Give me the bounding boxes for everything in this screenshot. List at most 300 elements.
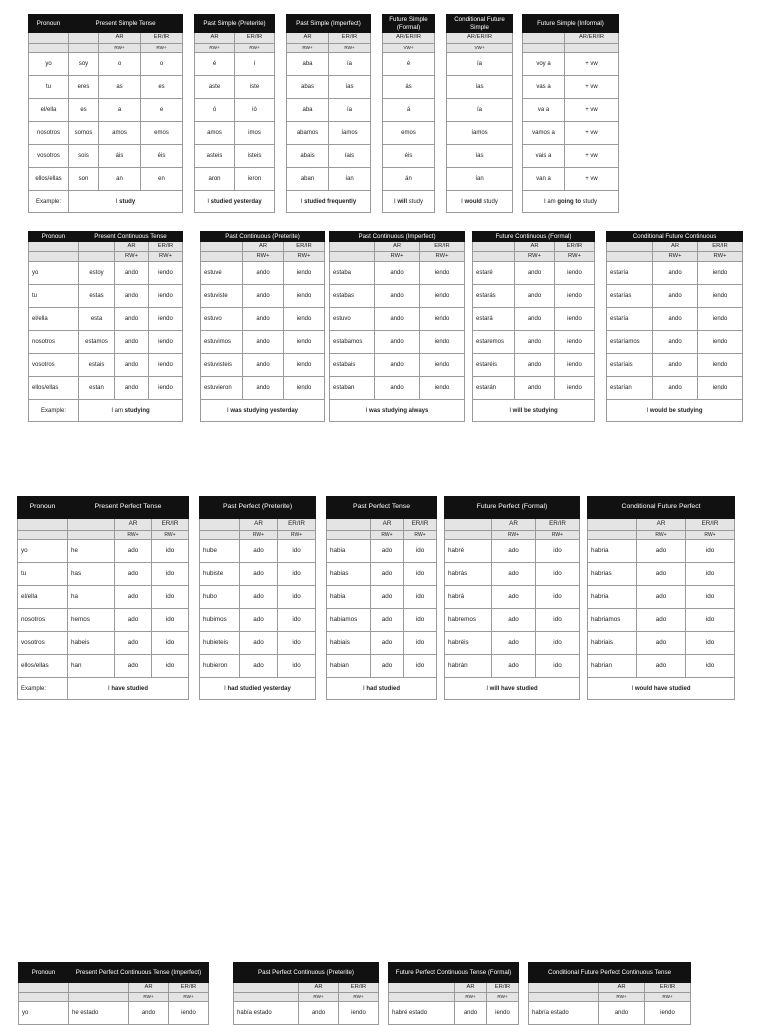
example-sentence: I had studied [327, 678, 437, 700]
pronoun-cell: yo [18, 540, 68, 563]
ar-ending: aban [287, 168, 329, 191]
ar-ending: ando [515, 331, 555, 354]
ar-header: AR [375, 242, 420, 252]
verb-cell: habrás [445, 563, 492, 586]
ar-ending: aron [195, 168, 235, 191]
pronoun-cell: tu [18, 563, 68, 586]
tense-title: Past Perfect Tense [327, 497, 437, 519]
rw-header: RW+ [129, 993, 169, 1002]
rw-header: RW+ [487, 993, 519, 1002]
rw-header: RW+ [287, 44, 329, 53]
verb-cell: estas [79, 285, 115, 308]
pronoun-header: Pronoun [19, 963, 69, 983]
erir-ending: ido [278, 563, 316, 586]
verb-cell: estuvimos [201, 331, 243, 354]
erir-ending: ido [404, 540, 437, 563]
ar-ending: ando [129, 1002, 169, 1025]
rw-header: RW+ [278, 531, 316, 540]
rw-header: RW+ [536, 531, 580, 540]
present-perfect-table [17, 496, 189, 700]
erir-ending: iendo [284, 285, 325, 308]
verb-cell: habré [445, 540, 492, 563]
verb-cell: habria [588, 540, 637, 563]
rw-header: RW+ [235, 44, 275, 53]
ar-ending: áis [99, 145, 141, 168]
rw-header: RW+ [149, 252, 183, 262]
erir-ending: iendo [487, 1002, 519, 1025]
erir-ending: ido [404, 655, 437, 678]
ar-ending: ado [637, 609, 686, 632]
erir-ending: ido [278, 586, 316, 609]
ar-ending: ando [599, 1002, 645, 1025]
erir-ending: imos [235, 122, 275, 145]
erir-ending: ido [536, 563, 580, 586]
ar-ending: o [99, 53, 141, 76]
verb-cell: eres [69, 76, 99, 99]
example-label: Example: [18, 678, 68, 700]
erir-ending: ido [686, 632, 735, 655]
erir-ending: ido [278, 540, 316, 563]
verb-cell: hubieron [200, 655, 240, 678]
verb-cell: es [69, 99, 99, 122]
ar-header: AR [115, 519, 152, 531]
rw-header: RW+ [492, 531, 536, 540]
verb-cell: habiamos [327, 609, 371, 632]
verb-cell: habian [327, 655, 371, 678]
erir-ending: éis [141, 145, 183, 168]
ar-ending: ado [115, 632, 152, 655]
ar-header: AR [492, 519, 536, 531]
ending-cell: ía [447, 99, 513, 122]
erir-ending: iendo [420, 331, 465, 354]
erir-ending: ió [235, 99, 275, 122]
erir-ending: í [235, 53, 275, 76]
ar-ending: ado [637, 540, 686, 563]
ar-ending: amos [195, 122, 235, 145]
future-perfect-table [444, 496, 580, 700]
erir-header: ER/IR [149, 242, 183, 252]
ending-cell: é [383, 53, 435, 76]
erir-ending: iendo [698, 354, 743, 377]
present-perfect-continuous-table [18, 962, 209, 1025]
ar-ending: a [99, 99, 141, 122]
ending-cell: ías [447, 76, 513, 99]
example-sentence: I would be studying [607, 400, 743, 422]
tense-title: Present Perfect Tense [68, 497, 189, 519]
ar-ending: ado [492, 632, 536, 655]
example-sentence: I am studying [79, 400, 183, 422]
ending-cell: á [383, 99, 435, 122]
ar-ending: aste [195, 76, 235, 99]
erir-ending: iendo [555, 377, 595, 400]
verb-cell: habré estado [389, 1002, 455, 1025]
erir-ending: iendo [149, 262, 183, 285]
erir-ending: emos [141, 122, 183, 145]
verb-cell: hubimos [200, 609, 240, 632]
ending-cell: ía [447, 53, 513, 76]
ar-ending: ado [371, 586, 404, 609]
tense-title: Future Simple (Formal) [383, 15, 435, 33]
ar-ending: ando [653, 308, 698, 331]
pronoun-cell: ellos/ellas [29, 377, 79, 400]
present-simple-table [28, 14, 183, 213]
tense-title: Future Continuous (Formal) [473, 232, 595, 242]
verb-cell: habrán [445, 655, 492, 678]
erir-ending: iendo [284, 262, 325, 285]
ar-ending: ando [375, 331, 420, 354]
erir-ending: iendo [698, 308, 743, 331]
rw-header: RW+ [141, 44, 183, 53]
ending-cell: ías [447, 145, 513, 168]
ending-cell: + vw [565, 53, 619, 76]
ar-ending: ando [115, 285, 149, 308]
tense-title: Past Continuous (Imperfect) [330, 232, 465, 242]
past-continuous-imperfect-table [329, 231, 465, 422]
rw-header: RW+ [284, 252, 325, 262]
erir-ending: íamos [329, 122, 371, 145]
ar-header: AR [99, 33, 141, 44]
verb-cell: habrian [588, 655, 637, 678]
verb-cell: hubiste [200, 563, 240, 586]
verb-cell: he [68, 540, 115, 563]
ar-ending: aba [287, 99, 329, 122]
erir-ending: ido [152, 563, 189, 586]
erir-header: ER/IR [329, 33, 371, 44]
ar-ending: ando [515, 354, 555, 377]
rw-header: RW+ [653, 252, 698, 262]
past-continuous-preterite-table [200, 231, 325, 422]
ar-ending: ado [240, 632, 278, 655]
past-perfect-table [326, 496, 437, 700]
erir-ending: iendo [698, 285, 743, 308]
conditional-continuous-table [606, 231, 743, 422]
erir-ending: iendo [698, 331, 743, 354]
verb-cell: estuve [201, 262, 243, 285]
rw-header: RW+ [115, 252, 149, 262]
rw-header: RW+ [455, 993, 487, 1002]
tense-title: Past Simple (Imperfect) [287, 15, 371, 33]
erir-ending: iendo [149, 354, 183, 377]
rw-header: RW+ [555, 252, 595, 262]
pronoun-header: Pronoun [18, 497, 68, 519]
ar-ending: ando [375, 354, 420, 377]
erir-ending: ido [536, 632, 580, 655]
verb-cell: estarás [473, 285, 515, 308]
erir-ending: ía [329, 53, 371, 76]
erir-ending: iendo [284, 377, 325, 400]
ar-ending: é [195, 53, 235, 76]
verb-cell: estuviste [201, 285, 243, 308]
tense-title: Present Simple Tense [69, 15, 183, 33]
erir-header: ER/IR [698, 242, 743, 252]
rw-header: RW+ [115, 531, 152, 540]
erir-ending: iendo [555, 262, 595, 285]
verb-cell: habrias [588, 563, 637, 586]
verb-cell: estaréis [473, 354, 515, 377]
pronoun-header: Pronoun [29, 232, 79, 242]
rw-header: RW+ [240, 531, 278, 540]
ar-ending: ando [299, 1002, 339, 1025]
verb-cell: voy a [523, 53, 565, 76]
ar-ending: ando [375, 377, 420, 400]
erir-ending: iendo [420, 308, 465, 331]
future-continuous-table [472, 231, 595, 422]
tense-title: Future Perfect (Formal) [445, 497, 580, 519]
erir-ending: iendo [420, 262, 465, 285]
erir-header: ER/IR [420, 242, 465, 252]
rw-header: RW+ [686, 531, 735, 540]
verb-cell: estabas [330, 285, 375, 308]
erir-ending: iendo [339, 1002, 379, 1025]
ar-ending: ando [243, 354, 284, 377]
ar-header: AR [287, 33, 329, 44]
erir-header: ER/IR [284, 242, 325, 252]
example-sentence: I was studying yesterday [201, 400, 325, 422]
verb-cell: estarán [473, 377, 515, 400]
ending-cell: íamos [447, 122, 513, 145]
erir-header: ER/IR [404, 519, 437, 531]
erir-ending: ido [686, 563, 735, 586]
verb-cell: estaríais [607, 354, 653, 377]
verb-cell: son [69, 168, 99, 191]
ar-ending: ado [240, 540, 278, 563]
erir-ending: ido [152, 586, 189, 609]
ar-ending: ado [492, 540, 536, 563]
verb-cell: van a [523, 168, 565, 191]
erir-ending: ido [278, 632, 316, 655]
example-sentence: I will have studied [445, 678, 580, 700]
past-simple-imperfect-table [286, 14, 371, 213]
arerir-header: AR/ER/IR [447, 33, 513, 44]
ar-ending: ando [515, 262, 555, 285]
pronoun-cell: vosotros [29, 354, 79, 377]
verb-cell: estuvo [330, 308, 375, 331]
ar-ending: abais [287, 145, 329, 168]
erir-ending: ido [536, 655, 580, 678]
verb-cell: habriais [588, 632, 637, 655]
ar-ending: ando [243, 308, 284, 331]
erir-ending: iendo [149, 285, 183, 308]
tense-title: Conditional Future Continuous [607, 232, 743, 242]
ar-ending: ado [492, 609, 536, 632]
ending-cell: + vw [565, 145, 619, 168]
verb-cell: estuvieron [201, 377, 243, 400]
verb-cell: sois [69, 145, 99, 168]
ending-cell: + vw [565, 122, 619, 145]
tense-title: Present Perfect Continuous Tense (Imperfect) [69, 963, 209, 983]
example-sentence: I will be studying [473, 400, 595, 422]
ar-header: AR [299, 983, 339, 993]
ar-ending: ando [653, 285, 698, 308]
past-perfect-continuous-table [233, 962, 379, 1025]
ar-ending: ando [653, 354, 698, 377]
erir-ending: ieron [235, 168, 275, 191]
verb-cell: estaría [607, 262, 653, 285]
erir-ending: ido [536, 540, 580, 563]
erir-ending: iendo [420, 285, 465, 308]
rw-header: RW+ [375, 252, 420, 262]
pronoun-cell: nosotros [18, 609, 68, 632]
ending-cell: ían [447, 168, 513, 191]
erir-header: ER/IR [645, 983, 691, 993]
verb-cell: estuvisteis [201, 354, 243, 377]
ar-ending: ado [371, 609, 404, 632]
erir-ending: ido [404, 632, 437, 655]
example-sentence: I would study [447, 191, 513, 213]
example-label: Example: [29, 191, 69, 213]
erir-ending: ido [152, 632, 189, 655]
ar-header: AR [240, 519, 278, 531]
rw-header: RW+ [637, 531, 686, 540]
ar-ending: ando [653, 331, 698, 354]
tense-title: Past Continuous (Preterite) [201, 232, 325, 242]
ar-ending: ado [371, 655, 404, 678]
erir-ending: es [141, 76, 183, 99]
example-sentence: I studied frequently [287, 191, 371, 213]
verb-cell: he estado [69, 1002, 129, 1025]
ending-cell: án [383, 168, 435, 191]
rw-header: RW+ [329, 44, 371, 53]
conditional-simple-table [446, 14, 513, 213]
erir-ending: ía [329, 99, 371, 122]
ar-ending: ado [240, 609, 278, 632]
erir-ending: iendo [149, 377, 183, 400]
erir-header: ER/IR [555, 242, 595, 252]
erir-ending: e [141, 99, 183, 122]
verb-cell: estarían [607, 377, 653, 400]
erir-ending: iendo [698, 377, 743, 400]
ar-ending: ando [115, 308, 149, 331]
verb-cell: hubieteis [200, 632, 240, 655]
ar-ending: ado [115, 540, 152, 563]
erir-header: ER/IR [536, 519, 580, 531]
erir-ending: iendo [420, 377, 465, 400]
tense-title: Past Perfect Continuous (Preterite) [234, 963, 379, 983]
pronoun-cell: el/ella [18, 586, 68, 609]
pronoun-header: Pronoun [29, 15, 69, 33]
verb-cell: estan [79, 377, 115, 400]
erir-ending: iendo [645, 1002, 691, 1025]
past-perfect-preterite-table [199, 496, 316, 700]
erir-ending: iendo [555, 331, 595, 354]
verb-cell: estamos [79, 331, 115, 354]
vw-header: VW+ [383, 44, 435, 53]
ar-ending: ado [492, 563, 536, 586]
verb-cell: esta [79, 308, 115, 331]
verb-cell: habría estado [529, 1002, 599, 1025]
future-perfect-continuous-table [388, 962, 519, 1025]
erir-ending: ido [278, 609, 316, 632]
ar-ending: ado [371, 540, 404, 563]
ar-ending: ando [653, 262, 698, 285]
erir-ending: isteis [235, 145, 275, 168]
verb-cell: habiais [327, 632, 371, 655]
rw-header: RW+ [169, 993, 209, 1002]
example-sentence: I will study [383, 191, 435, 213]
ending-cell: + vw [565, 99, 619, 122]
ar-header: AR [129, 983, 169, 993]
ar-ending: ando [515, 285, 555, 308]
verb-cell: había estado [234, 1002, 299, 1025]
pronoun-cell: nosotros [29, 331, 79, 354]
ar-ending: abas [287, 76, 329, 99]
ar-ending: ado [115, 609, 152, 632]
erir-ending: ido [686, 609, 735, 632]
verb-cell: has [68, 563, 115, 586]
ar-ending: ando [115, 262, 149, 285]
ar-ending: ado [240, 586, 278, 609]
erir-ending: iendo [149, 308, 183, 331]
verb-cell: habia [327, 540, 371, 563]
erir-ending: iendo [555, 285, 595, 308]
ar-ending: ado [115, 655, 152, 678]
tense-title: Conditional Future Perfect [588, 497, 735, 519]
erir-header: ER/IR [235, 33, 275, 44]
ar-header: AR [371, 519, 404, 531]
tense-title: Conditional Future Simple [447, 15, 513, 33]
vw-header: VW+ [447, 44, 513, 53]
ar-ending: ado [637, 563, 686, 586]
ar-header: AR [653, 242, 698, 252]
ar-ending: ado [240, 655, 278, 678]
rw-header: RW+ [299, 993, 339, 1002]
erir-ending: en [141, 168, 183, 191]
pronoun-cell: ellos/ellas [29, 168, 69, 191]
example-sentence: I am going to study [523, 191, 619, 213]
erir-ending: iendo [555, 354, 595, 377]
ar-ending: ado [637, 632, 686, 655]
pronoun-cell: nosotros [29, 122, 69, 145]
arerir-header: AR/ER/IR [565, 33, 619, 44]
tense-title: Future Perfect Continuous Tense (Formal) [389, 963, 519, 983]
verb-cell: estaría [607, 308, 653, 331]
ar-ending: an [99, 168, 141, 191]
pronoun-cell: ellos/ellas [18, 655, 68, 678]
rw-header: RW+ [99, 44, 141, 53]
rw-header: RW+ [195, 44, 235, 53]
ar-ending: ado [371, 563, 404, 586]
verb-cell: vais a [523, 145, 565, 168]
verb-cell: han [68, 655, 115, 678]
pronoun-cell: tu [29, 285, 79, 308]
erir-ending: ido [152, 655, 189, 678]
ending-cell: + vw [565, 76, 619, 99]
ar-ending: ando [243, 262, 284, 285]
ar-ending: ando [243, 285, 284, 308]
verb-cell: estaré [473, 262, 515, 285]
erir-ending: iendo [284, 331, 325, 354]
ar-ending: ado [492, 586, 536, 609]
ar-header: AR [243, 242, 284, 252]
conditional-perfect-continuous-table [528, 962, 691, 1025]
erir-ending: ido [404, 563, 437, 586]
ar-ending: ando [515, 308, 555, 331]
ar-ending: asteis [195, 145, 235, 168]
rw-header: RW+ [371, 531, 404, 540]
pronoun-cell: yo [29, 53, 69, 76]
tense-title: Future Simple (Informal) [523, 15, 619, 33]
erir-ending: iendo [169, 1002, 209, 1025]
erir-ending: o [141, 53, 183, 76]
verb-cell: estais [79, 354, 115, 377]
ar-header: AR [599, 983, 645, 993]
example-sentence: I study [69, 191, 183, 213]
rw-header: RW+ [339, 993, 379, 1002]
erir-header: ER/IR [487, 983, 519, 993]
verb-cell: habeis [68, 632, 115, 655]
erir-ending: ían [329, 168, 371, 191]
erir-ending: ido [152, 609, 189, 632]
